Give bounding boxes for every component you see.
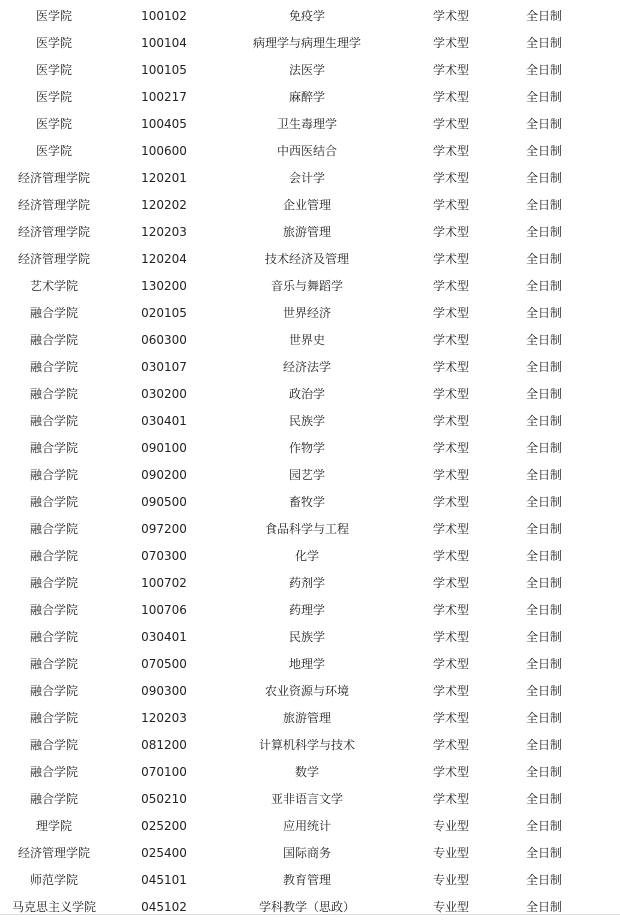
college-cell: 融合学院: [29, 387, 78, 401]
table-row: [0, 84, 620, 111]
major-cell: 食品科学与工程: [264, 522, 349, 536]
code-cell: 100105: [141, 63, 187, 77]
table-row: [0, 300, 620, 327]
mode-cell: 全日制: [525, 252, 562, 266]
mode-cell: 全日制: [525, 738, 562, 752]
type-cell: 学术型: [432, 333, 469, 347]
mode-cell: 全日制: [525, 468, 562, 482]
table-row: [0, 273, 620, 300]
code-cell: 120203: [141, 711, 187, 725]
mode-cell: 全日制: [525, 549, 562, 563]
table-row: [0, 246, 620, 273]
code-cell: 030401: [141, 414, 187, 428]
major-cell: 民族学: [288, 630, 325, 644]
mode-cell: 全日制: [525, 765, 562, 779]
table-row: [0, 651, 620, 678]
type-cell: 学术型: [432, 738, 469, 752]
major-cell: 学科教学（思政）: [258, 900, 355, 914]
table-row: [0, 3, 620, 30]
college-cell: 医学院: [35, 63, 72, 77]
mode-cell: 全日制: [525, 819, 562, 833]
mode-cell: 全日制: [525, 360, 562, 374]
mode-cell: 全日制: [525, 684, 562, 698]
type-cell: 学术型: [432, 468, 469, 482]
type-cell: 学术型: [432, 279, 469, 293]
table-row: [0, 840, 620, 867]
table-row: [0, 786, 620, 813]
type-cell: 学术型: [432, 225, 469, 239]
type-cell: 学术型: [432, 549, 469, 563]
code-cell: 130200: [141, 279, 187, 293]
code-cell: 120204: [141, 252, 187, 266]
type-cell: 学术型: [432, 252, 469, 266]
college-cell: 融合学院: [29, 576, 78, 590]
table-row: [0, 57, 620, 84]
table-row: [0, 570, 620, 597]
code-cell: 070100: [141, 765, 187, 779]
code-cell: 030107: [141, 360, 187, 374]
table-row: [0, 813, 620, 840]
type-cell: 学术型: [432, 9, 469, 23]
mode-cell: 全日制: [525, 36, 562, 50]
major-cell: 世界经济: [282, 306, 331, 320]
mode-cell: 全日制: [525, 90, 562, 104]
table-row: [0, 867, 620, 894]
code-cell: 100405: [141, 117, 187, 131]
mode-cell: 全日制: [525, 225, 562, 239]
table-row: [0, 327, 620, 354]
college-cell: 融合学院: [29, 333, 78, 347]
major-cell: 法医学: [288, 63, 325, 77]
table-row: [0, 30, 620, 57]
type-cell: 学术型: [432, 306, 469, 320]
code-cell: 100706: [141, 603, 187, 617]
type-cell: 学术型: [432, 36, 469, 50]
major-cell: 教育管理: [282, 873, 331, 887]
college-cell: 融合学院: [29, 711, 78, 725]
table-row: [0, 138, 620, 165]
major-cell: 技术经济及管理: [264, 252, 349, 266]
major-cell: 病理学与病理生理学: [252, 36, 361, 50]
mode-cell: 全日制: [525, 441, 562, 455]
type-cell: 专业型: [432, 900, 469, 914]
major-cell: 地理学: [288, 657, 325, 671]
major-cell: 旅游管理: [282, 225, 331, 239]
code-cell: 090500: [141, 495, 187, 509]
table-row: [0, 435, 620, 462]
major-cell: 国际商务: [282, 846, 331, 860]
mode-cell: 全日制: [525, 630, 562, 644]
type-cell: 学术型: [432, 144, 469, 158]
table-row: [0, 543, 620, 570]
mode-cell: 全日制: [525, 603, 562, 617]
type-cell: 学术型: [432, 171, 469, 185]
mode-cell: 全日制: [525, 576, 562, 590]
type-cell: 学术型: [432, 765, 469, 779]
college-cell: 融合学院: [29, 765, 78, 779]
college-cell: 融合学院: [29, 738, 78, 752]
major-cell: 亚非语言文学: [270, 792, 343, 806]
college-cell: 医学院: [35, 144, 72, 158]
code-cell: 100104: [141, 36, 187, 50]
type-cell: 专业型: [432, 846, 469, 860]
college-cell: 经济管理学院: [17, 225, 90, 239]
code-cell: 060300: [141, 333, 187, 347]
major-cell: 经济法学: [282, 360, 331, 374]
bottom-divider: [0, 914, 620, 915]
major-cell: 化学: [294, 549, 319, 563]
code-cell: 097200: [141, 522, 187, 536]
type-cell: 学术型: [432, 603, 469, 617]
table-row: [0, 381, 620, 408]
program-table: [0, 3, 620, 921]
table-row: [0, 219, 620, 246]
college-cell: 医学院: [35, 36, 72, 50]
college-cell: 艺术学院: [29, 279, 78, 293]
type-cell: 学术型: [432, 441, 469, 455]
college-cell: 融合学院: [29, 549, 78, 563]
type-cell: 学术型: [432, 495, 469, 509]
type-cell: 学术型: [432, 198, 469, 212]
type-cell: 学术型: [432, 522, 469, 536]
mode-cell: 全日制: [525, 846, 562, 860]
table-row: [0, 489, 620, 516]
code-cell: 090300: [141, 684, 187, 698]
code-cell: 100702: [141, 576, 187, 590]
college-cell: 马克思主义学院: [11, 900, 96, 914]
table-row: [0, 354, 620, 381]
type-cell: 学术型: [432, 63, 469, 77]
major-cell: 企业管理: [282, 198, 331, 212]
type-cell: 学术型: [432, 90, 469, 104]
type-cell: 学术型: [432, 711, 469, 725]
college-cell: 融合学院: [29, 630, 78, 644]
code-cell: 045101: [141, 873, 187, 887]
major-cell: 会计学: [288, 171, 325, 185]
table-row: [0, 516, 620, 543]
table-row: [0, 192, 620, 219]
college-cell: 融合学院: [29, 360, 78, 374]
college-cell: 融合学院: [29, 441, 78, 455]
type-cell: 学术型: [432, 630, 469, 644]
major-cell: 药理学: [288, 603, 325, 617]
major-cell: 世界史: [288, 333, 325, 347]
major-cell: 民族学: [288, 414, 325, 428]
major-cell: 畜牧学: [288, 495, 325, 509]
table-row: [0, 408, 620, 435]
code-cell: 120202: [141, 198, 187, 212]
table-row: [0, 462, 620, 489]
mode-cell: 全日制: [525, 657, 562, 671]
code-cell: 070500: [141, 657, 187, 671]
table-row: [0, 111, 620, 138]
major-cell: 麻醉学: [288, 90, 325, 104]
major-cell: 园艺学: [288, 468, 325, 482]
type-cell: 专业型: [432, 819, 469, 833]
college-cell: 融合学院: [29, 657, 78, 671]
mode-cell: 全日制: [525, 198, 562, 212]
mode-cell: 全日制: [525, 171, 562, 185]
college-cell: 医学院: [35, 9, 72, 23]
major-cell: 作物学: [288, 441, 325, 455]
mode-cell: 全日制: [525, 279, 562, 293]
major-cell: 应用统计: [282, 819, 331, 833]
mode-cell: 全日制: [525, 63, 562, 77]
type-cell: 学术型: [432, 414, 469, 428]
code-cell: 100217: [141, 90, 187, 104]
college-cell: 融合学院: [29, 468, 78, 482]
mode-cell: 全日制: [525, 792, 562, 806]
code-cell: 050210: [141, 792, 187, 806]
college-cell: 医学院: [35, 90, 72, 104]
college-cell: 融合学院: [29, 495, 78, 509]
major-cell: 中西医结合: [276, 144, 337, 158]
table-row: [0, 165, 620, 192]
major-cell: 农业资源与环境: [264, 684, 349, 698]
code-cell: 100600: [141, 144, 187, 158]
mode-cell: 全日制: [525, 522, 562, 536]
code-cell: 020105: [141, 306, 187, 320]
major-cell: 卫生毒理学: [276, 117, 337, 131]
mode-cell: 全日制: [525, 387, 562, 401]
college-cell: 融合学院: [29, 603, 78, 617]
mode-cell: 全日制: [525, 144, 562, 158]
type-cell: 学术型: [432, 387, 469, 401]
major-cell: 计算机科学与技术: [258, 738, 355, 752]
code-cell: 120203: [141, 225, 187, 239]
code-cell: 025400: [141, 846, 187, 860]
mode-cell: 全日制: [525, 117, 562, 131]
college-cell: 融合学院: [29, 792, 78, 806]
type-cell: 学术型: [432, 792, 469, 806]
code-cell: 090100: [141, 441, 187, 455]
type-cell: 学术型: [432, 684, 469, 698]
code-cell: 030401: [141, 630, 187, 644]
mode-cell: 全日制: [525, 900, 562, 914]
type-cell: 专业型: [432, 873, 469, 887]
major-cell: 免疫学: [288, 9, 325, 23]
table-row: [0, 597, 620, 624]
major-cell: 旅游管理: [282, 711, 331, 725]
code-cell: 070300: [141, 549, 187, 563]
college-cell: 理学院: [35, 819, 72, 833]
mode-cell: 全日制: [525, 873, 562, 887]
table-row: [0, 705, 620, 732]
type-cell: 学术型: [432, 576, 469, 590]
college-cell: 经济管理学院: [17, 171, 90, 185]
college-cell: 融合学院: [29, 306, 78, 320]
college-cell: 经济管理学院: [17, 252, 90, 266]
code-cell: 100102: [141, 9, 187, 23]
college-cell: 融合学院: [29, 414, 78, 428]
code-cell: 045102: [141, 900, 187, 914]
code-cell: 025200: [141, 819, 187, 833]
code-cell: 090200: [141, 468, 187, 482]
type-cell: 学术型: [432, 360, 469, 374]
mode-cell: 全日制: [525, 9, 562, 23]
college-cell: 融合学院: [29, 684, 78, 698]
code-cell: 030200: [141, 387, 187, 401]
major-cell: 政治学: [288, 387, 325, 401]
code-cell: 081200: [141, 738, 187, 752]
college-cell: 融合学院: [29, 522, 78, 536]
college-cell: 经济管理学院: [17, 198, 90, 212]
table-row: [0, 678, 620, 705]
mode-cell: 全日制: [525, 333, 562, 347]
code-cell: 120201: [141, 171, 187, 185]
college-cell: 医学院: [35, 117, 72, 131]
college-cell: 师范学院: [29, 873, 78, 887]
table-row: [0, 759, 620, 786]
major-cell: 药剂学: [288, 576, 325, 590]
type-cell: 学术型: [432, 117, 469, 131]
table-row: [0, 624, 620, 651]
major-cell: 音乐与舞蹈学: [270, 279, 343, 293]
type-cell: 学术型: [432, 657, 469, 671]
college-cell: 经济管理学院: [17, 846, 90, 860]
major-cell: 数学: [294, 765, 319, 779]
mode-cell: 全日制: [525, 711, 562, 725]
table-row: [0, 732, 620, 759]
mode-cell: 全日制: [525, 495, 562, 509]
mode-cell: 全日制: [525, 414, 562, 428]
table-row: [0, 894, 620, 921]
mode-cell: 全日制: [525, 306, 562, 320]
